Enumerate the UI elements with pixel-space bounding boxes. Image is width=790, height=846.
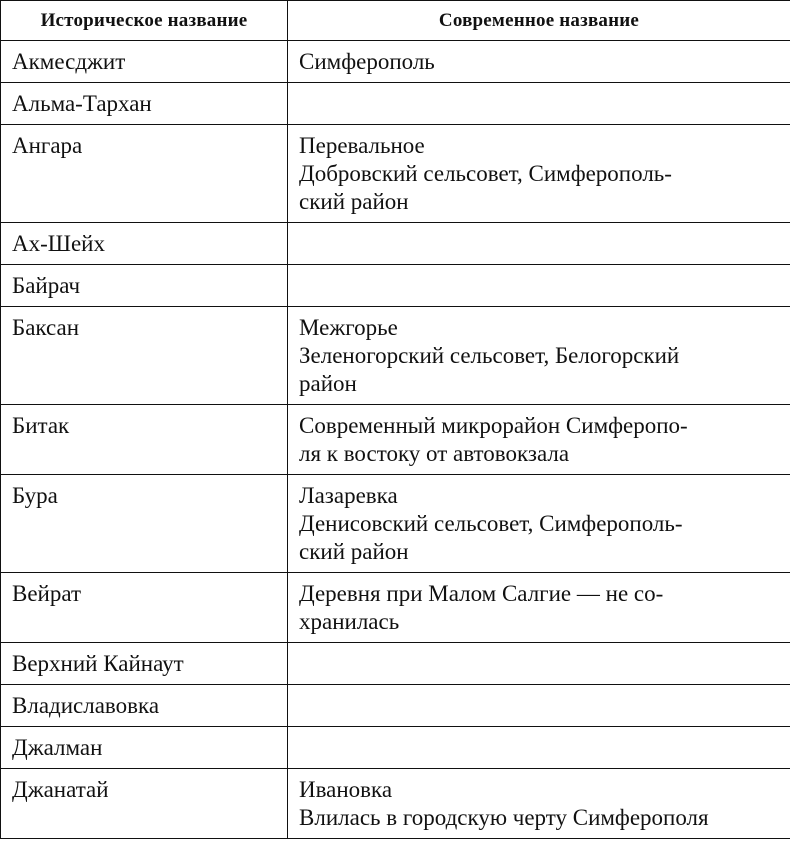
modern-name-cell [288, 223, 790, 265]
modern-name-cell [288, 265, 790, 307]
table-row [1, 727, 790, 769]
table-row [1, 83, 790, 125]
modern-name-cell [288, 83, 790, 125]
historical-name-cell: Ах-Шейх [1, 223, 288, 265]
historical-name-cell: Вейрат [1, 573, 288, 643]
modern-name-cell [288, 643, 790, 685]
historical-name-cell: Альма-Тархан [1, 83, 288, 125]
historical-name-cell: Бура [1, 475, 288, 573]
historical-name-cell: Джанатай [1, 769, 288, 839]
historical-name-cell: Владиславовка [1, 685, 288, 727]
table-row [1, 41, 790, 83]
table-row [1, 643, 790, 685]
modern-name-cell [288, 41, 790, 83]
modern-name-cell [288, 125, 790, 223]
modern-name-cell [288, 573, 790, 643]
modern-name-cell [288, 307, 790, 405]
historical-name-cell: Верхний Кайнаут [1, 643, 288, 685]
table-row [1, 475, 790, 573]
modern-note-line: Денисовский сельсовет, Симферополь- [299, 511, 683, 536]
modern-name-line: Межгорье [299, 315, 398, 340]
modern-name-line: Современный микрорайон Симферопо- [299, 413, 688, 438]
modern-name-cell [288, 727, 790, 769]
modern-name-line: Симферополь [299, 49, 435, 74]
table-row [1, 769, 790, 839]
modern-note-line: Зеленогорский сельсовет, Белогорский [299, 343, 680, 368]
historical-name-cell: Джалман [1, 727, 288, 769]
modern-name-line: хранилась [299, 609, 400, 634]
historical-name-cell: Байрач [1, 265, 288, 307]
historical-name-cell: Битак [1, 405, 288, 475]
modern-note-line: ский район [299, 189, 409, 214]
table-row [1, 573, 790, 643]
modern-name-cell [288, 405, 790, 475]
modern-name-cell [288, 685, 790, 727]
modern-note-line: Влилась в городскую черту Симферополя [299, 805, 709, 830]
table-row [1, 125, 790, 223]
modern-name-line: Перевальное [299, 133, 425, 158]
modern-name-line: Деревня при Малом Салгие — не со- [299, 581, 664, 606]
modern-name-line: Ивановка [299, 777, 393, 802]
historical-name-cell: Акмесджит [1, 41, 288, 83]
modern-note-line: Добровский сельсовет, Симферополь- [299, 161, 672, 186]
table-row [1, 223, 790, 265]
modern-name-line: Лазаревка [299, 483, 398, 508]
modern-note-line: ский район [299, 539, 409, 564]
modern-name-cell [288, 769, 790, 839]
table-row [1, 307, 790, 405]
historical-name-cell: Баксан [1, 307, 288, 405]
modern-name-line: ля к востоку от автовокзала [299, 441, 570, 466]
table-row [1, 685, 790, 727]
header-historical-name: Историческое название [1, 1, 288, 41]
modern-note-line: район [299, 371, 357, 396]
historical-name-cell: Ангара [1, 125, 288, 223]
table-row [1, 265, 790, 307]
modern-name-cell [288, 475, 790, 573]
header-row [1, 1, 790, 41]
table-row [1, 405, 790, 475]
header-modern-name: Современное название [288, 1, 790, 41]
